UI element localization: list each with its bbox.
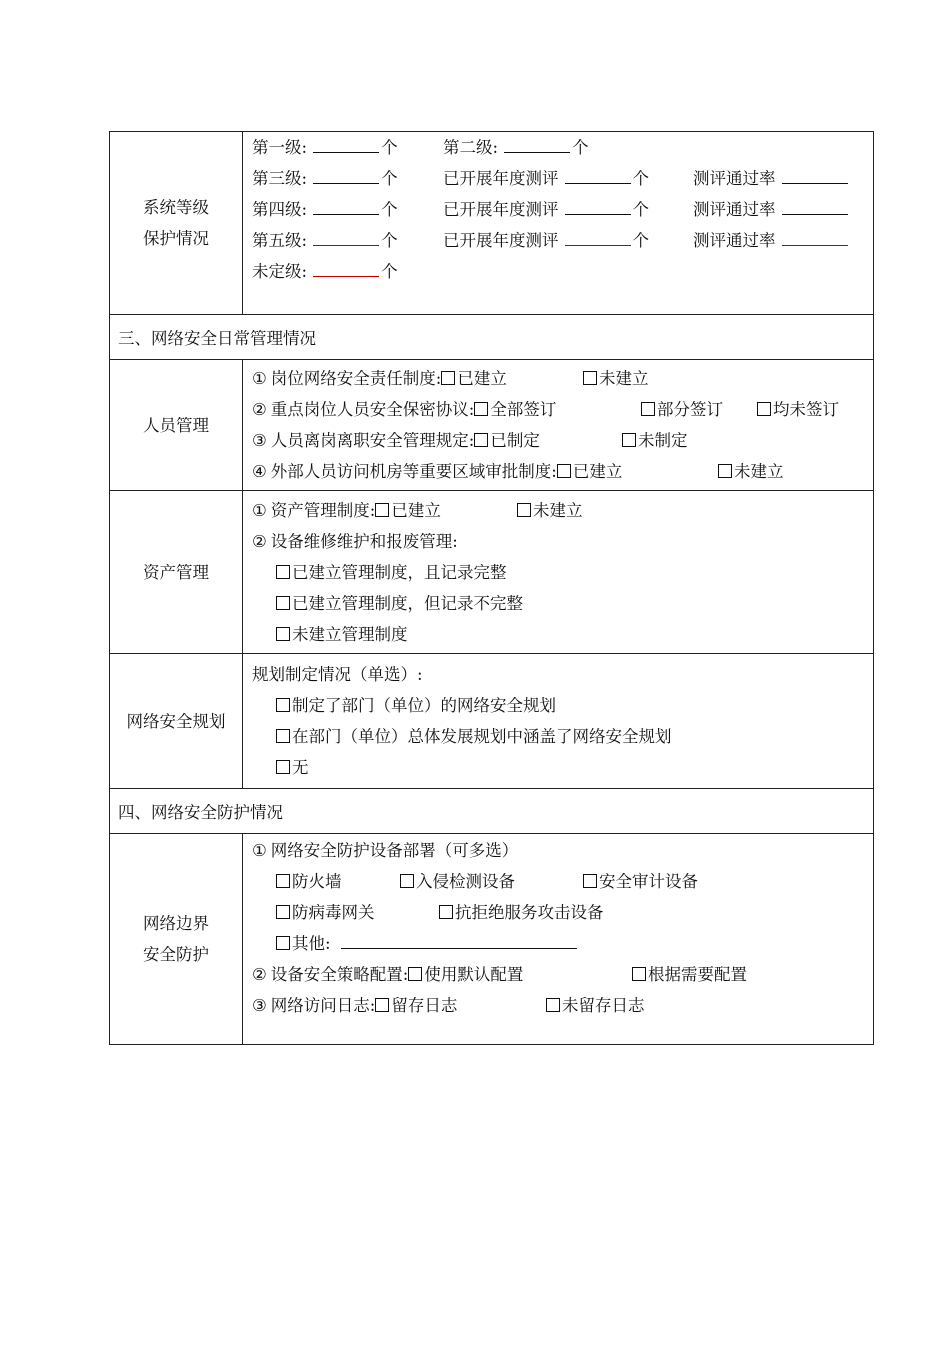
- level3-count-field[interactable]: [313, 163, 379, 184]
- planning-row: [110, 654, 874, 789]
- boundary-content-cell: [243, 834, 874, 1045]
- checkbox[interactable]: [375, 998, 389, 1012]
- checkbox[interactable]: [583, 874, 597, 888]
- checkbox[interactable]: [276, 729, 290, 743]
- option-text: 已建立管理制度，但记录不完整: [292, 593, 523, 613]
- planning-label: 网络安全规划: [110, 654, 243, 789]
- option-text: 未建立管理制度: [292, 624, 408, 644]
- level4-count-field[interactable]: [313, 194, 379, 215]
- question-text: 资产管理制度:: [270, 500, 376, 520]
- report-form-table: [109, 131, 874, 1045]
- unit-text: 个: [632, 169, 649, 188]
- item-marker: ①: [252, 841, 267, 860]
- checkbox[interactable]: [408, 967, 422, 981]
- unit-text: 个: [632, 231, 649, 250]
- option-text: 均未签订: [773, 400, 839, 419]
- assets-content-cell: [243, 491, 874, 654]
- checkbox[interactable]: [400, 874, 414, 888]
- boundary-label-line1: 网络边界: [143, 914, 209, 933]
- unit-text: 个: [381, 200, 398, 219]
- grading-line-5: [243, 225, 873, 256]
- assets-option-2: [243, 588, 873, 619]
- checkbox[interactable]: [557, 464, 571, 478]
- question-text: 设备安全策略配置:: [270, 965, 409, 984]
- item-marker: ④: [252, 462, 267, 481]
- question-text: 外部人员访问机房等重要区域审批制度:: [270, 462, 557, 481]
- option-text: 在部门（单位）总体发展规划中涵盖了网络安全规划: [292, 727, 672, 746]
- option-text: 制定了部门（单位）的网络安全规划: [292, 696, 556, 715]
- level2-label: 第二级:: [443, 138, 499, 157]
- grading-line-3: [243, 163, 873, 194]
- planning-question: 规划制定情况（单选）:: [252, 665, 423, 684]
- option-text: 使用默认配置: [424, 965, 524, 984]
- checkbox[interactable]: [276, 905, 290, 919]
- checkbox[interactable]: [583, 371, 597, 385]
- option-text: 未建立: [599, 369, 649, 388]
- item-marker: ②: [252, 965, 267, 984]
- grading-row: [110, 132, 874, 315]
- checkbox[interactable]: [757, 402, 771, 416]
- item-marker: ③: [252, 996, 267, 1015]
- item-marker: ②: [252, 531, 267, 551]
- checkbox[interactable]: [517, 503, 531, 517]
- option-text: 无: [292, 758, 309, 777]
- option-text: 未建立: [734, 462, 784, 481]
- checkbox[interactable]: [276, 627, 290, 641]
- boundary-devices-row3: [243, 928, 873, 959]
- option-text: 部分签订: [657, 400, 723, 419]
- checkbox[interactable]: [632, 967, 646, 981]
- pass-rate-label: 测评通过率: [693, 200, 776, 219]
- option-text: 根据需要配置: [648, 965, 747, 984]
- question-text: 网络访问日志:: [270, 996, 376, 1015]
- checkbox[interactable]: [546, 998, 560, 1012]
- boundary-label-line2: 安全防护: [143, 945, 209, 964]
- personnel-label: 人员管理: [110, 360, 243, 491]
- option-text: 安全审计设备: [599, 872, 698, 891]
- level5-pass-rate-field[interactable]: [782, 225, 848, 246]
- level1-label: 第一级:: [252, 138, 308, 157]
- personnel-q1: [243, 363, 873, 394]
- boundary-q3: [243, 990, 873, 1021]
- item-marker: ①: [252, 500, 267, 520]
- checkbox[interactable]: [276, 698, 290, 712]
- option-text: 未建立: [533, 500, 583, 520]
- grading-label-cell: [110, 132, 243, 315]
- boundary-q1: [243, 835, 873, 866]
- checkbox[interactable]: [641, 402, 655, 416]
- level1-count-field[interactable]: [313, 132, 379, 153]
- boundary-q2: [243, 959, 873, 990]
- level3-assessed-field[interactable]: [565, 163, 631, 184]
- grading-line-unrated: [243, 256, 873, 287]
- unrated-label: 未定级:: [252, 262, 308, 281]
- checkbox[interactable]: [276, 565, 290, 579]
- boundary-devices-row2: [243, 897, 873, 928]
- level4-label: 第四级:: [252, 200, 308, 219]
- checkbox[interactable]: [474, 433, 488, 447]
- assets-row: [110, 491, 874, 654]
- question-text: 人员离岗离职安全管理规定:: [270, 431, 475, 450]
- item-marker: ②: [252, 400, 267, 419]
- option-text: 未留存日志: [562, 996, 645, 1015]
- assets-option-3: [243, 619, 873, 650]
- level4-assessed-field[interactable]: [565, 194, 631, 215]
- planning-option-1: [243, 690, 873, 721]
- level3-label: 第三级:: [252, 169, 308, 188]
- option-text: 已建立管理制度，且记录完整: [292, 562, 507, 582]
- section4-row: [110, 789, 874, 834]
- section3-row: [110, 315, 874, 360]
- checkbox[interactable]: [718, 464, 732, 478]
- item-marker: ①: [252, 369, 267, 388]
- planning-option-2: [243, 721, 873, 752]
- level2-count-field[interactable]: [504, 132, 570, 153]
- unit-text: 个: [381, 231, 398, 250]
- question-text: 岗位网络安全责任制度:: [270, 369, 442, 388]
- checkbox[interactable]: [276, 596, 290, 610]
- unit-text: 个: [572, 138, 589, 157]
- assessed-label: 已开展年度测评: [443, 169, 559, 188]
- pass-rate-label: 测评通过率: [693, 231, 776, 250]
- checkbox[interactable]: [441, 371, 455, 385]
- checkbox[interactable]: [375, 503, 389, 517]
- personnel-content-cell: [243, 360, 874, 491]
- checkbox[interactable]: [622, 433, 636, 447]
- level5-label: 第五级:: [252, 231, 308, 250]
- option-text: 全部签订: [490, 400, 557, 419]
- grading-line-1: [243, 132, 873, 163]
- option-text: 已建立: [572, 462, 623, 481]
- checkbox[interactable]: [276, 936, 290, 950]
- option-text: 抗拒绝服务攻击设备: [455, 903, 604, 922]
- assets-q2: [243, 526, 873, 557]
- planning-option-3: [243, 752, 873, 783]
- other-device-field[interactable]: [341, 928, 577, 949]
- unit-text: 个: [381, 138, 398, 157]
- level5-count-field[interactable]: [313, 225, 379, 246]
- level4-pass-rate-field[interactable]: [782, 194, 848, 215]
- personnel-q4: [243, 456, 873, 487]
- question-text: 网络安全防护设备部署（可多选）: [270, 841, 519, 860]
- option-text: 防火墙: [292, 872, 342, 891]
- section4-title: 四、网络安全防护情况: [110, 789, 874, 834]
- personnel-q3: [243, 425, 873, 456]
- question-text: 设备维修维护和报废管理:: [270, 531, 458, 551]
- unit-text: 个: [381, 169, 398, 188]
- assets-q1: [243, 495, 873, 526]
- option-text: 留存日志: [391, 996, 458, 1015]
- pass-rate-label: 测评通过率: [693, 169, 776, 188]
- option-text: 入侵检测设备: [416, 872, 515, 891]
- grading-line-4: [243, 194, 873, 225]
- boundary-devices-row1: [243, 866, 873, 897]
- question-text: 重点岗位人员安全保密协议:: [270, 400, 475, 419]
- unit-text: 个: [632, 200, 649, 219]
- checkbox[interactable]: [276, 760, 290, 774]
- grading-label-line1: 系统等级: [143, 198, 209, 217]
- personnel-row: [110, 360, 874, 491]
- grading-content-cell: [243, 132, 874, 315]
- boundary-row: [110, 834, 874, 1045]
- option-text: 其他:: [292, 934, 331, 953]
- assets-option-1: [243, 557, 873, 588]
- checkbox[interactable]: [439, 905, 453, 919]
- option-text: 已制定: [490, 431, 540, 450]
- item-marker: ③: [252, 431, 267, 450]
- grading-label-line2: 保护情况: [143, 229, 209, 248]
- personnel-q2: [243, 394, 873, 425]
- option-text: 未制定: [638, 431, 688, 450]
- planning-content-cell: [243, 654, 874, 789]
- boundary-label-cell: [110, 834, 243, 1045]
- checkbox[interactable]: [276, 874, 290, 888]
- section3-title: 三、网络安全日常管理情况: [110, 315, 874, 360]
- assessed-label: 已开展年度测评: [443, 200, 559, 219]
- level3-pass-rate-field[interactable]: [782, 163, 848, 184]
- level5-assessed-field[interactable]: [565, 225, 631, 246]
- option-text: 已建立: [391, 500, 441, 520]
- option-text: 已建立: [457, 369, 507, 388]
- assessed-label: 已开展年度测评: [443, 231, 559, 250]
- assets-label: 资产管理: [110, 491, 243, 654]
- unit-text: 个: [381, 262, 398, 281]
- option-text: 防病毒网关: [292, 903, 375, 922]
- checkbox[interactable]: [474, 402, 488, 416]
- unrated-count-field[interactable]: [313, 256, 379, 277]
